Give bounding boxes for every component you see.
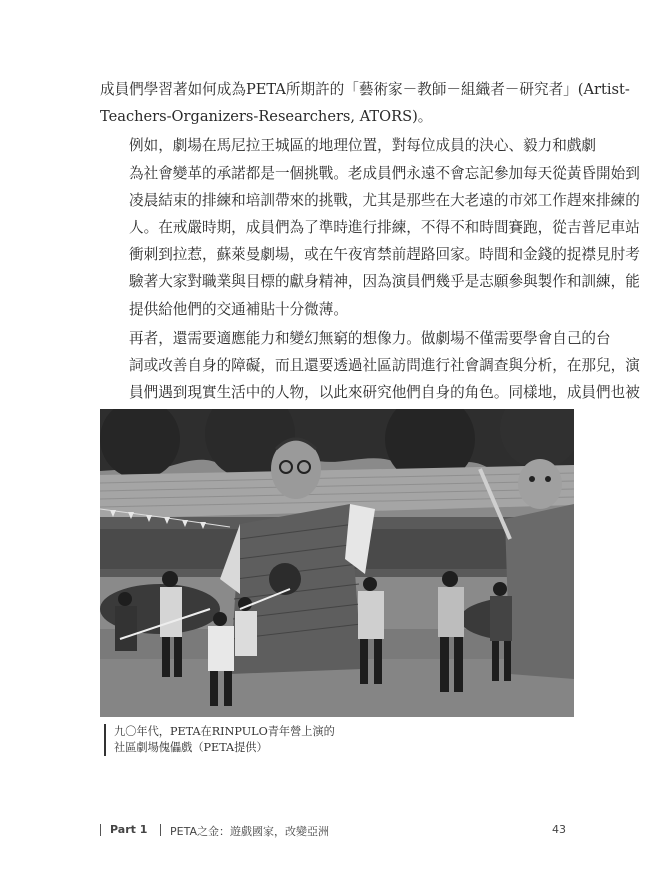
text-line: 再者，還需要適應能力和變幻無窮的想像力。做劇場不僅需要學會自己的台	[129, 329, 611, 347]
text-line: 成員們學習著如何成為PETA所期許的「藝術家－教師－組織者－研究者」(Artist-	[100, 81, 630, 98]
text-line: 詞或改善自身的障礙，而且還要透過社區訪問進行社會調查與分析，在那兒，演	[129, 357, 640, 375]
text-line: 凌晨結束的排練和培訓帶來的挑戰，尤其是那些在大老遠的市郊工作趕來排練的	[129, 191, 640, 209]
puppet-theatre-photo	[100, 409, 574, 717]
text-line: 衝刺到拉惹，蘇萊曼劇場，或在午夜宵禁前趕路回家。時間和金錢的捉襟見肘考	[129, 246, 640, 264]
caption-line: 九〇年代，PETA在RINPULO青年營上演的	[114, 725, 335, 738]
photo-caption	[104, 724, 335, 756]
footer-part-label: Part 1	[110, 823, 148, 836]
body-text	[100, 76, 640, 408]
text-line: 為社會變革的承諾都是一個挑戰。老成員們永遠不會忘記參加每天從黃昏開始到	[129, 164, 640, 182]
footer-divider	[100, 824, 101, 836]
caption-line: 社區劇場傀儡戲（PETA提供）	[114, 741, 268, 754]
text-line: 員們遇到現實生活中的人物，以此來研究他們自身的角色。同樣地，成員們也被	[129, 384, 640, 402]
text-line: 驗著大家對職業與目標的獻身精神，因為演員們幾乎是志願參與製作和訓練，能	[129, 273, 640, 291]
text-line: Teachers-Organizers-Researchers, ATORS)。	[100, 108, 433, 126]
paragraph-1	[100, 76, 630, 130]
text-line: 例如，劇場在馬尼拉王城區的地理位置，對每位成員的決心、毅力和戲劇	[129, 137, 597, 155]
text-line: 提供給他們的交通補貼十分微薄。	[129, 300, 348, 318]
footer-book-title: PETA之金：遊戲國家，改變亞洲	[170, 825, 329, 838]
page-number: 43	[552, 823, 566, 836]
paragraph-2	[100, 132, 640, 322]
page-footer	[0, 822, 650, 840]
text-line: 人。在戒嚴時期，成員們為了準時進行排練，不得不和時間賽跑，從吉普尼車站	[129, 219, 640, 237]
footer-divider	[160, 824, 161, 836]
paragraph-3	[100, 325, 640, 407]
